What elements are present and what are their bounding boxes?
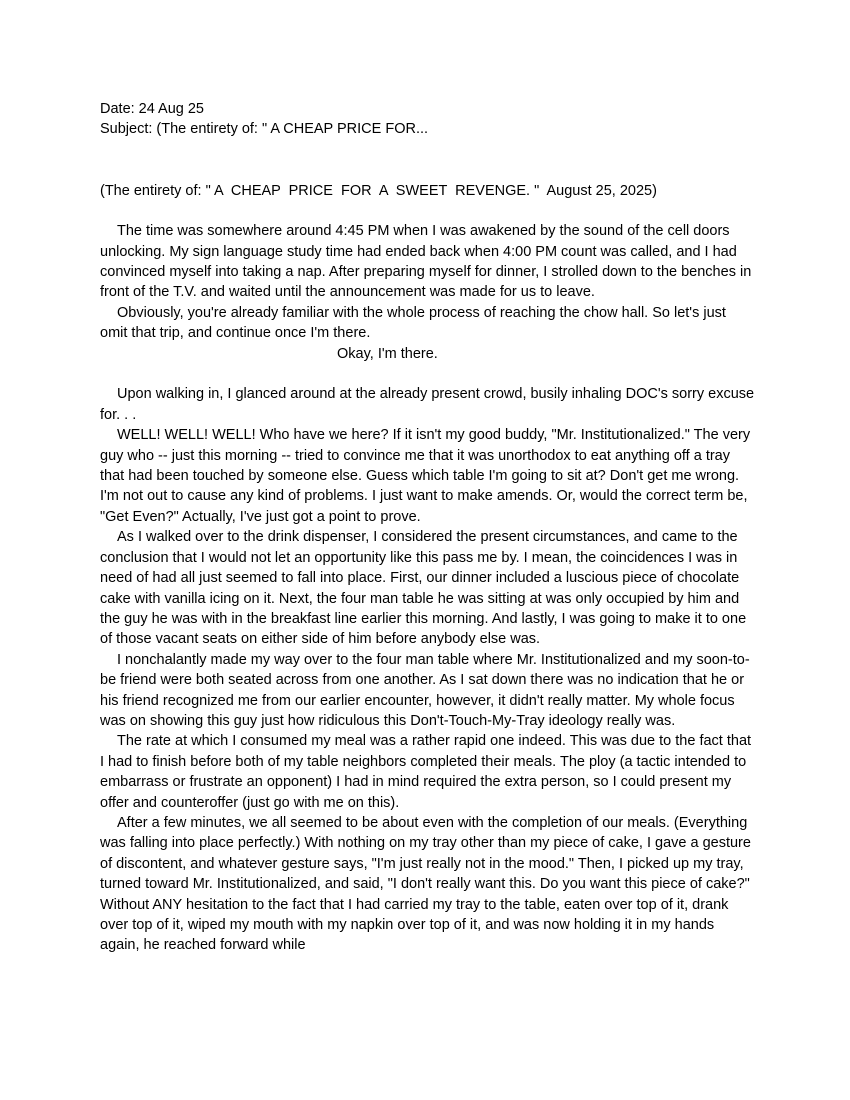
- document-title: (The entirety of: " A CHEAP PRICE FOR A SWEET REVENGE. " August 25, 2025): [100, 182, 657, 199]
- paragraph: Upon walking in, I glanced around at the already present crowd, busily inhaling DOC's sorry excuse for. . .: [100, 386, 755, 423]
- paragraph: Obviously, you're already familiar with the whole process of reaching the chow hall. So let's just omit that trip, and continue once I'm there.: [100, 304, 726, 342]
- subject-line: Subject: (The entirety of: " A CHEAP PRICE FOR...: [100, 121, 429, 138]
- paragraph: The rate at which I consumed my meal was a rather rapid one indeed. This was due to the fact that I had to finish before both of my table neighbors completed their meals. The ploy (a tactic intended to embarrass or frustrate an opponent) I had in mind required the extra person, so I could present my offer and counteroffer (just go with me on this).: [100, 733, 752, 811]
- date-line: Date: 24 Aug 25: [100, 101, 204, 117]
- paragraph: The time was somewhere around 4:45 PM when I was awakened by the sound of the cell doors unlocking. My sign language study time had ended back when 4:00 PM count was called, and I had convinced myself into taking a nap. After preparing myself for dinner, I strolled down to the benches in front of the T.V. and waited until the announcement was made for us to leave.: [100, 223, 752, 301]
- paragraph: After a few minutes, we all seemed to be about even with the completion of our meals. (Everything was falling into place perfectly.) With nothing on my tray other than my piece of cake, I gave a gesture of discontent, and whatever gesture says, "I'm just really not in the mood." Then, I picked up my tray, turned toward Mr. Institutionalized, and said, "I don't really want this. Do you want this piece of cake?" Without ANY hesitation to the fact that I had carried my tray to the table, eaten over top of it, drank over top of it, wiped my mouth with my napkin over top of it, and was now holding it in my hands again, he reached forward while: [100, 814, 751, 954]
- centered-line: Okay, I'm there.: [337, 345, 438, 362]
- paragraph: As I walked over to the drink dispenser, I considered the present circumstances, and came to the conclusion that I would not let an opportunity like this pass me by. I mean, the coincidences I was in need of had all just seemed to fall into place. First, our dinner included a luscious piece of chocolate cake with vanilla icing on it. Next, the four man table he was sitting at was only occupied by him and the guy he was with in the breakfast line earlier this morning. And lastly, I was going to make it to one of those vacant seats on either side of him before anybody else was.: [100, 529, 747, 648]
- document-page: [100, 99, 755, 956]
- paragraph: WELL! WELL! WELL! Who have we here? If it isn't my good buddy, "Mr. Institutionalized." The very guy who -- just this morning -- tried to convince me that it was unorthodox to eat anything off a tray that had been touched by someone else. Guess which table I'm going to sit at? Don't get me wrong. I'm not out to cause any kind of problems. I just want to make amends. Or, would the correct term be, "Get Even?" Actually, I've just got a point to prove.: [100, 427, 751, 525]
- paragraph: I nonchalantly made my way over to the four man table where Mr. Institutionalized and my soon-to-be friend were both seated across from one another. As I sat down there was no indication that he or his friend recognized me from our earlier encounter, however, it didn't really matter. My whole focus was on showing this guy just how ridiculous this Don't-Touch-My-Tray ideology really was.: [100, 651, 750, 729]
